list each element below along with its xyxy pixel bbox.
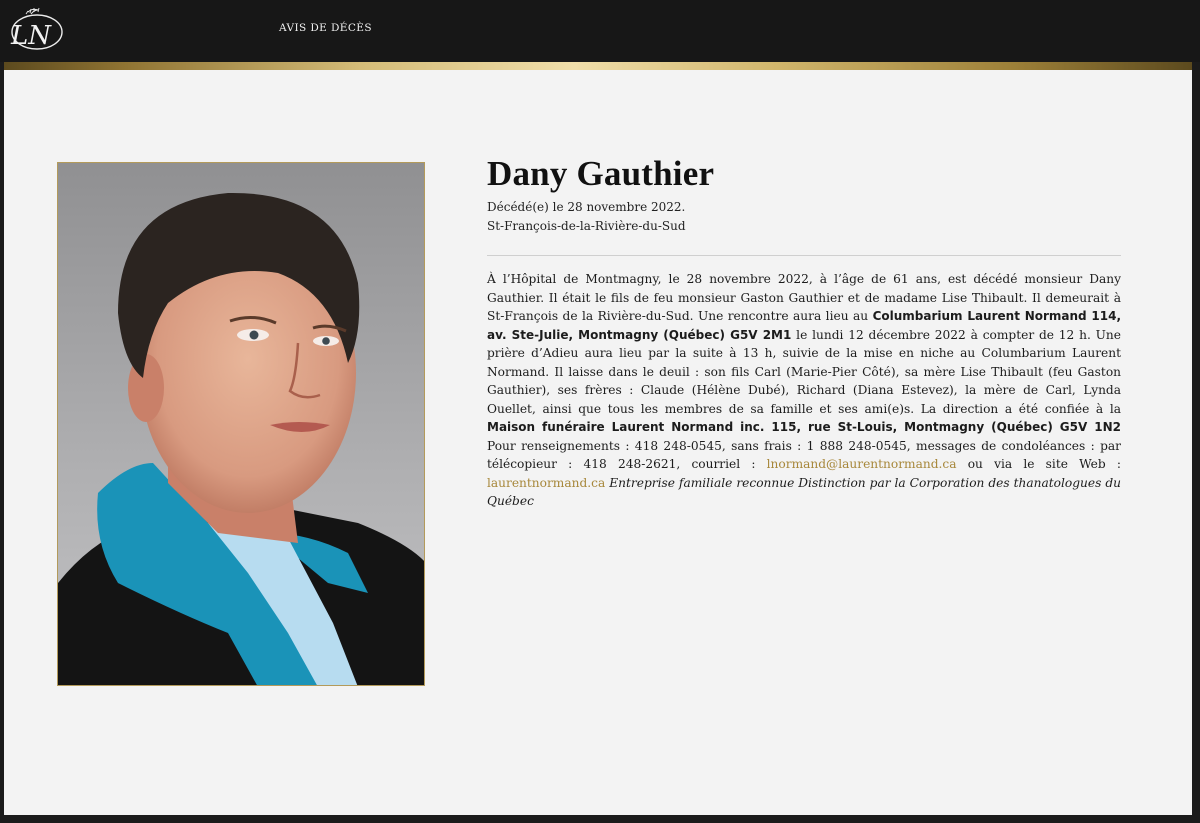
text-segment: ou via le site Web : — [956, 457, 1121, 471]
email-link[interactable]: lnormand@laurentnormand.ca — [766, 457, 957, 471]
deceased-name: Dany Gauthier — [487, 154, 715, 193]
distinction-note: Entreprise familiale reconnue Distinction par la Corporation des thanatologues du Québec — [487, 475, 1121, 508]
columbarium-address: Columbarium Laurent Normand 114, av. Ste-Julie, Montmagny (Québec) G5V 2M1 — [487, 309, 1122, 342]
text-segment: À l’Hôpital de Montmagny, le 28 novembre 2022, à l’âge de 61 ans, est décédé monsieur Dany Gauthier. Il était le fils de feu monsieur Gaston Gauthier et de madame Lise Thibault. Il demeurait à St-François de la Rivière-du-Sud. Une rencontre aura lieu au — [487, 272, 1121, 323]
nav-link-avis-de-deces[interactable]: AVIS DE DÉCÈS — [279, 22, 372, 34]
portrait-photo — [57, 162, 425, 686]
obituary-section — [4, 70, 1192, 815]
text-segment: Pour renseignements : 418 248-0545, sans frais : 1 888 248-0545, messages de condoléances : par télécopieur : 418 248-2621, courriel : — [487, 438, 1121, 471]
ln-monogram-logo[interactable] — [6, 6, 64, 54]
top-navigation-bar — [0, 0, 1200, 62]
svg-text:LN: LN — [11, 21, 52, 51]
bottom-border — [0, 815, 1200, 823]
website-link[interactable]: laurentnormand.ca — [487, 475, 606, 490]
obituary-details — [487, 154, 1121, 511]
funeral-home-address: Maison funéraire Laurent Normand inc. 115, rue St-Louis, Montmagny (Québec) G5V 1N2 — [487, 420, 1121, 434]
death-place: St-François-de-la-Rivière-du-Sud — [487, 219, 686, 233]
logo-icon — [6, 6, 64, 54]
gold-divider-bar — [4, 62, 1192, 70]
death-date: Décédé(e) le 28 novembre 2022. — [487, 200, 686, 214]
obituary-text — [487, 270, 1121, 511]
divider-line — [487, 255, 1121, 256]
text-segment: le lundi 12 décembre 2022 à compter de 12 h. Une prière d’Adieu aura lieu par la suite à 13 h, suivie de la mise en niche au Columbarium Laurent Normand. Il laisse dans le deuil : son fils Carl (Marie-Pier Côté), sa mère Lise Thibault (feu Gaston Gauthier), ses frères : Claude (Hélène Dubé), Richard (Diana Estevez), la mère de Carl, Lynda Ouellet, ainsi que tous les membres de sa famille et ses ami(e)s. La direction a été confiée à la — [487, 327, 1121, 416]
